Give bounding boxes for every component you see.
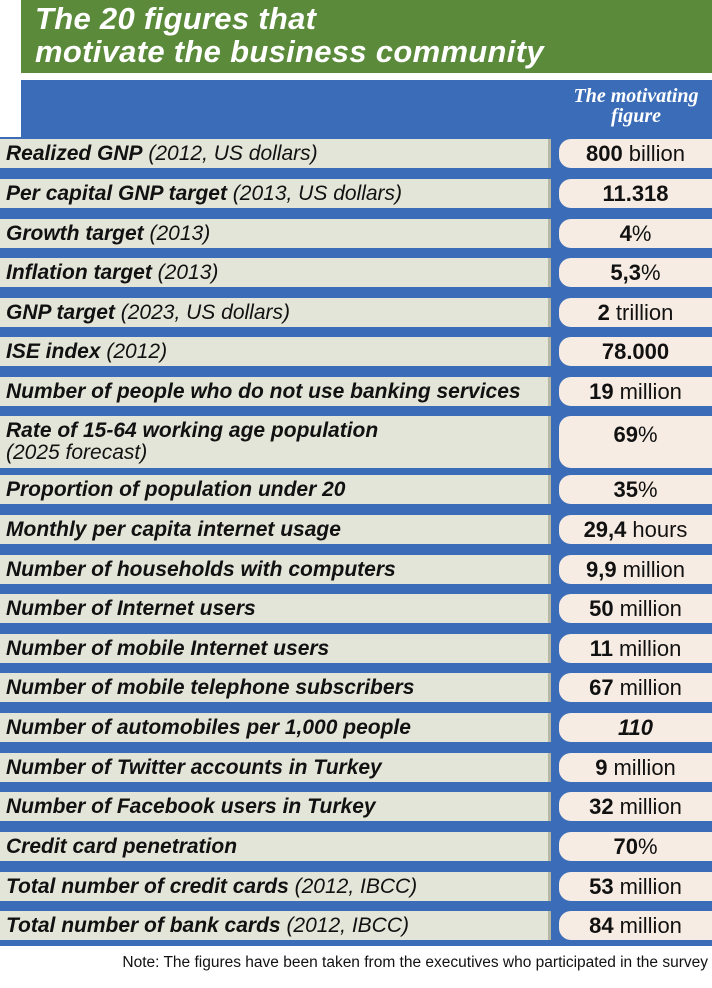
row-value (559, 753, 712, 782)
table-row (0, 832, 712, 861)
value-column-header-line-1: The motivating (573, 85, 699, 107)
value-unit: % (641, 259, 661, 285)
row-label-main: Proportion of population under 20 (6, 477, 346, 501)
row-value (559, 219, 712, 248)
row-label-main: Per capital GNP target (6, 181, 227, 205)
row-label-qualifier: (2023, US dollars) (114, 300, 290, 324)
row-label-qualifier: (2012, IBCC) (280, 913, 409, 937)
value-number: 9 (595, 754, 608, 780)
row-label-qualifier: (2013, US dollars) (226, 181, 403, 205)
row-label (0, 337, 551, 366)
value-unit: % (637, 476, 658, 502)
row-label-qualifier: (2013) (151, 260, 219, 284)
table-row (0, 673, 712, 702)
row-label-qualifier: (2025 forecast) (6, 441, 148, 464)
value-unit: million (619, 912, 682, 938)
title-line-1: The 20 figures that (35, 1, 317, 36)
value-number: 67 (589, 674, 614, 700)
row-label-main: Number of Twitter accounts in Turkey (6, 755, 382, 779)
table-row (0, 337, 712, 366)
row-label-main: Number of mobile telephone subscribers (6, 675, 415, 699)
row-label (0, 594, 551, 623)
row-label-main: Growth target (6, 221, 144, 245)
row-label (0, 139, 551, 168)
row-label (0, 377, 551, 406)
value-number: 9,9 (586, 556, 617, 582)
row-value (559, 555, 712, 584)
row-label (0, 792, 551, 821)
row-label (0, 219, 551, 248)
row-value (559, 298, 712, 327)
value-number: 29,4 (583, 516, 627, 542)
row-label-qualifier: (2012, IBCC) (288, 874, 418, 898)
row-value (559, 792, 712, 821)
value-number: 35 (613, 476, 638, 502)
row-label-main: Total number of credit cards (6, 874, 289, 898)
value-unit: million (619, 378, 682, 404)
row-label (0, 713, 551, 742)
table-row (0, 515, 712, 544)
value-unit: million (619, 793, 682, 819)
table-row (0, 594, 712, 623)
row-label (0, 416, 551, 468)
row-label (0, 832, 551, 861)
value-number: 70 (613, 833, 638, 859)
table-row (0, 634, 712, 663)
row-label (0, 515, 551, 544)
row-value (559, 179, 712, 208)
value-unit: billion (628, 140, 685, 166)
table-header (21, 80, 712, 137)
value-unit: % (637, 422, 658, 447)
value-number: 800 (586, 140, 623, 166)
row-label-main: ISE index (6, 339, 101, 363)
value-number: 2 (597, 299, 610, 325)
value-number: 11 (589, 635, 613, 661)
row-label-qualifier: (2012, US dollars) (142, 141, 318, 165)
figures-table (0, 137, 712, 946)
table-row (0, 911, 712, 940)
table-row (0, 416, 712, 468)
value-unit: million (619, 595, 682, 621)
title-banner (21, 0, 712, 73)
value-unit: trillion (615, 299, 674, 325)
value-number: 11.318 (602, 180, 669, 206)
row-value (559, 911, 712, 940)
row-value (559, 713, 712, 742)
row-label-main: Rate of 15-64 working age population (6, 419, 379, 442)
table-row (0, 377, 712, 406)
row-value (559, 258, 712, 287)
row-value (559, 416, 712, 468)
value-unit: million (622, 556, 685, 582)
row-label (0, 634, 551, 663)
row-label-qualifier: (2013) (143, 221, 211, 245)
row-label (0, 555, 551, 584)
value-unit: % (631, 220, 652, 246)
value-number: 53 (589, 873, 614, 899)
row-label-main: Number of households with computers (6, 557, 396, 581)
value-unit: % (637, 833, 658, 859)
value-number: 69 (613, 422, 638, 447)
table-row (0, 872, 712, 901)
row-label (0, 258, 551, 287)
row-label (0, 911, 551, 940)
row-value (559, 515, 712, 544)
row-label-qualifier: (2012) (100, 339, 168, 363)
table-row (0, 753, 712, 782)
value-unit: hours (632, 516, 688, 542)
row-label (0, 753, 551, 782)
row-label-main: Number of Facebook users in Turkey (6, 794, 376, 818)
row-value (559, 673, 712, 702)
row-value (559, 832, 712, 861)
value-unit: million (619, 873, 682, 899)
value-unit: million (613, 754, 676, 780)
row-value (559, 634, 712, 663)
table-row (0, 219, 712, 248)
table-row (0, 298, 712, 327)
row-label-main: Realized GNP (6, 141, 143, 165)
value-number: 4 (619, 220, 632, 246)
table-row (0, 179, 712, 208)
value-number: 84 (589, 912, 614, 938)
row-label (0, 872, 551, 901)
row-value (559, 475, 712, 504)
row-label-main: Number of Internet users (6, 596, 256, 620)
row-label-main: Credit card penetration (6, 834, 238, 858)
row-label-main: GNP target (6, 300, 115, 324)
row-label-main: Total number of bank cards (6, 913, 281, 937)
row-label-main: Number of automobiles per 1,000 people (6, 715, 411, 739)
row-label-main: Inflation target (6, 260, 152, 284)
table-row (0, 713, 712, 742)
footnote: Note: The figures have been taken from the executives who participated in the survey (122, 954, 708, 971)
table-row (0, 475, 712, 504)
row-label-main: Number of mobile Internet users (6, 636, 330, 660)
value-unit: million (618, 635, 682, 661)
value-number: 19 (589, 378, 614, 404)
value-number: 32 (589, 793, 614, 819)
row-value (559, 377, 712, 406)
table-row (0, 555, 712, 584)
row-label-main: Number of people who do not use banking services (6, 379, 521, 403)
value-unit: million (619, 674, 682, 700)
row-label-main: Monthly per capita internet usage (6, 517, 341, 541)
table-row (0, 792, 712, 821)
table-row (0, 139, 712, 168)
value-number: 50 (589, 595, 614, 621)
row-value (559, 139, 712, 168)
row-label (0, 179, 551, 208)
row-value (559, 337, 712, 366)
row-label (0, 475, 551, 504)
row-label (0, 298, 551, 327)
row-value (559, 594, 712, 623)
row-value (559, 872, 712, 901)
table-row (0, 258, 712, 287)
value-number: 5,3 (610, 259, 642, 285)
row-label (0, 673, 551, 702)
value-column-header-line-2: figure (611, 105, 661, 127)
title-line-2: motivate the business community (35, 34, 544, 69)
value-column-header (561, 86, 711, 126)
value-number: 78.000 (601, 338, 670, 364)
value-number: 110 (617, 714, 654, 740)
